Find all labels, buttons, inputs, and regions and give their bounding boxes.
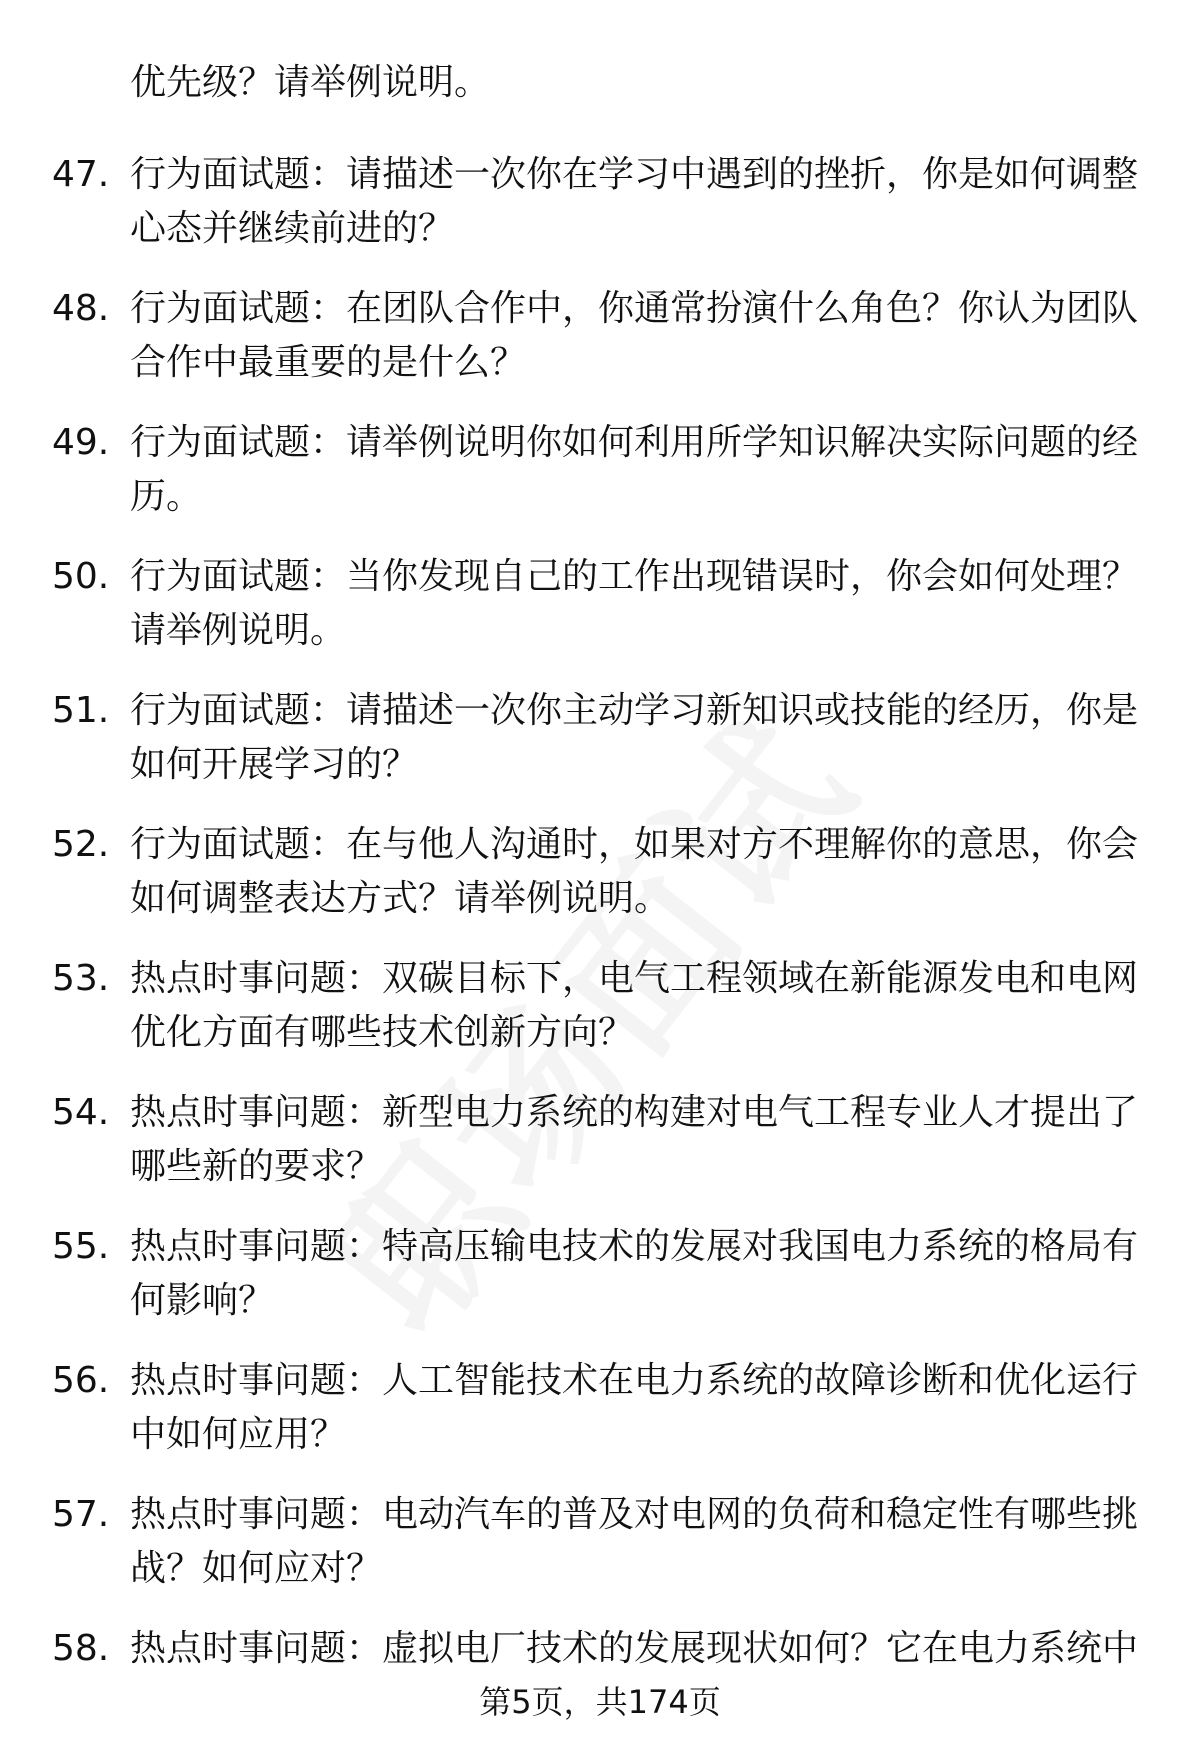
question-text: 行为面试题：请举例说明你如何利用所学知识解决实际问题的经历。: [130, 422, 1139, 517]
question-item: [0, 148, 1200, 282]
question-text: 行为面试题：在与他人沟通时，如果对方不理解你的意思，你会如何调整表达方式？请举例说明。: [130, 824, 1139, 919]
question-text: 行为面试题：当你发现自己的工作出现错误时，你会如何处理？请举例说明。: [130, 556, 1139, 651]
question-continuation: 优先级？请举例说明。: [130, 62, 491, 103]
question-number: 54.: [52, 1092, 110, 1133]
question-text: 行为面试题：请描述一次你在学习中遇到的挫折，你是如何调整心态并继续前进的？: [130, 154, 1139, 249]
page-footer: 第5页，共174页: [479, 1683, 721, 1721]
question-text: 热点时事问题：虚拟电厂技术的发展现状如何？它在电力系统中: [130, 1628, 1139, 1669]
question-text: 行为面试题：在团队合作中，你通常扮演什么角色？你认为团队合作中最重要的是什么？: [130, 288, 1139, 383]
question-item: [0, 416, 1200, 550]
question-number: 48.: [52, 288, 110, 329]
question-item: [0, 818, 1200, 952]
question-text: 热点时事问题：双碳目标下，电气工程领域在新能源发电和电网优化方面有哪些技术创新方向？: [130, 958, 1139, 1053]
question-item: [0, 550, 1200, 684]
question-item: [0, 1086, 1200, 1220]
question-item: [0, 1488, 1200, 1622]
question-text: 热点时事问题：电动汽车的普及对电网的负荷和稳定性有哪些挑战？如何应对？: [130, 1494, 1139, 1589]
question-number: 52.: [52, 824, 110, 865]
question-text: 热点时事问题：特高压输电技术的发展对我国电力系统的格局有何影响？: [130, 1226, 1139, 1321]
question-number: 51.: [52, 690, 110, 731]
question-number: 47.: [52, 154, 110, 195]
question-item: [0, 1354, 1200, 1488]
question-list: [0, 148, 1200, 1756]
question-item: [0, 952, 1200, 1086]
question-item: [0, 1220, 1200, 1354]
question-number: 49.: [52, 422, 110, 463]
question-number: 55.: [52, 1226, 110, 1267]
question-text: 行为面试题：请描述一次你主动学习新知识或技能的经历，你是如何开展学习的？: [130, 690, 1139, 785]
question-number: 58.: [52, 1628, 110, 1669]
question-number: 56.: [52, 1360, 110, 1401]
question-item: [0, 282, 1200, 416]
question-number: 57.: [52, 1494, 110, 1535]
question-text: 热点时事问题：新型电力系统的构建对电气工程专业人才提出了哪些新的要求？: [130, 1092, 1139, 1187]
question-number: 50.: [52, 556, 110, 597]
question-number: 53.: [52, 958, 110, 999]
question-text: 热点时事问题：人工智能技术在电力系统的故障诊断和优化运行中如何应用？: [130, 1360, 1139, 1455]
question-item: [0, 684, 1200, 818]
